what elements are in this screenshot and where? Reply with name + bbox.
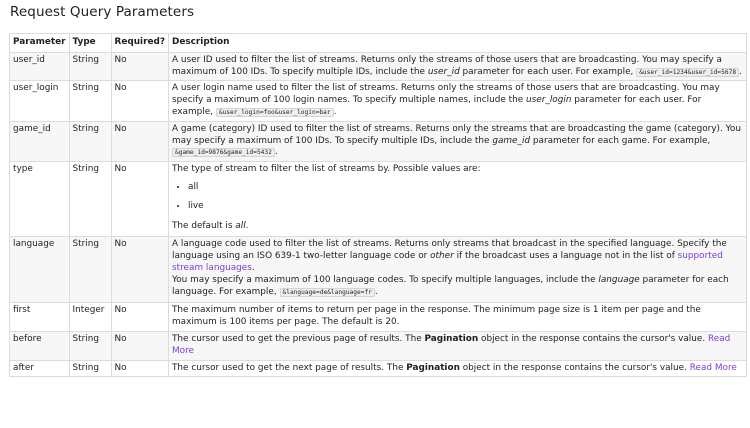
example-code: &user_login=foo&user_login=bar <box>216 108 334 117</box>
param-name: type <box>10 162 70 237</box>
default-value-emphasis: all <box>235 220 246 231</box>
param-type: String <box>69 360 111 377</box>
description-param-emphasis: user_login <box>526 95 572 106</box>
param-required: No <box>111 121 168 161</box>
param-type: String <box>69 237 111 303</box>
description-text: parameter for each user. For example, <box>172 95 702 117</box>
pagination-object-name: Pagination <box>424 333 479 344</box>
description-text: parameter for each language. For example, <box>172 274 729 297</box>
description-text: A user ID used to filter the list of streams. Returns only the streams of those users that are broadcasting. You may specify a maximum of 100 IDs. To specify multiple IDs, include the <box>172 54 722 77</box>
param-description <box>169 121 747 161</box>
example-code: &game_id=9876&game_id=5432 <box>172 148 275 157</box>
description-text: The cursor used to get the previous page of results. The <box>172 333 425 344</box>
description-text: . <box>374 286 378 297</box>
possible-values-list <box>172 182 743 213</box>
param-required: No <box>111 303 168 332</box>
example-code: &user_id=1234&user_id=5678 <box>636 68 739 77</box>
param-type: String <box>69 162 111 237</box>
read-more-link[interactable]: Read More <box>172 333 731 356</box>
description-text: . <box>274 147 278 158</box>
table-row <box>10 52 747 81</box>
table-row <box>10 162 747 237</box>
param-required: No <box>111 162 168 237</box>
description-param-emphasis: user_id <box>427 66 460 77</box>
table-row <box>10 81 747 121</box>
param-description <box>169 52 747 81</box>
param-required: No <box>111 81 168 121</box>
description-text: . <box>251 262 255 273</box>
param-required: No <box>111 331 168 360</box>
description-text: if the broadcast uses a language not in the list of <box>453 251 678 262</box>
description-text: A user login name used to filter the list of streams. Returns only the streams of those users that are broadcasting. You may specify a maximum of 100 login names. To specify multiple names, include the <box>172 83 720 106</box>
param-required: No <box>111 237 168 303</box>
param-required: No <box>111 52 168 81</box>
param-type: String <box>69 331 111 360</box>
description-param-emphasis: game_id <box>492 135 531 146</box>
read-more-link[interactable]: Read More <box>689 362 737 373</box>
param-type: String <box>69 52 111 81</box>
param-name: after <box>10 360 70 377</box>
description-text: . <box>333 106 337 117</box>
page-title: Request Query Parameters <box>10 4 195 20</box>
param-type: Integer <box>69 303 111 332</box>
column-header-description: Description <box>169 34 747 53</box>
description-text: The default is <box>172 220 236 231</box>
param-name: first <box>10 303 70 332</box>
request-query-parameters-table <box>9 33 747 377</box>
param-description: The maximum number of items to return per page in the response. The minimum page size is 1 item per page and the maximum is 100 items per page. The default is 20. <box>169 303 747 332</box>
param-name: user_login <box>10 81 70 121</box>
description-text: object in the response contains the cursor's value. <box>459 362 690 373</box>
table-row <box>10 303 747 332</box>
description-param-emphasis: other <box>430 251 454 262</box>
param-description <box>169 331 747 360</box>
pagination-object-name: Pagination <box>406 362 460 373</box>
default-value-text <box>172 221 743 233</box>
param-required: No <box>111 360 168 377</box>
param-name: language <box>10 237 70 303</box>
description-paragraph <box>172 239 743 274</box>
description-param-emphasis: language <box>598 274 640 285</box>
example-code: &language=de&language=fr <box>280 288 375 297</box>
list-item: • live <box>188 201 743 213</box>
param-type: String <box>69 81 111 121</box>
column-header-required: Required? <box>111 34 168 53</box>
param-description <box>169 81 747 121</box>
param-description <box>169 237 747 303</box>
param-name: before <box>10 331 70 360</box>
supported-stream-languages-link[interactable]: supported stream languages <box>172 251 723 273</box>
param-name: user_id <box>10 52 70 81</box>
description-text: parameter for each user. For example, <box>459 66 637 77</box>
description-text: A language code used to filter the list of streams. Returns only streams that broadcast in the specified language. Specify the language using an ISO 639-1 two-letter language code or <box>172 239 727 262</box>
table-row <box>10 121 747 161</box>
description-paragraph <box>172 275 743 299</box>
description-text: . <box>739 66 742 77</box>
description-text: object in the response contains the cursor's value. <box>478 333 709 344</box>
list-item: • all <box>188 182 743 194</box>
description-text: You may specify a maximum of 100 language codes. To specify multiple languages, include the <box>172 274 599 285</box>
param-type: String <box>69 121 111 161</box>
column-header-type: Type <box>69 34 111 53</box>
description-text: parameter for each game. For example, <box>530 135 711 146</box>
param-name: game_id <box>10 121 70 161</box>
table-row <box>10 331 747 360</box>
table-header-row <box>10 34 747 53</box>
table-row <box>10 360 747 377</box>
description-text: . <box>245 220 249 231</box>
description-text: A game (category) ID used to filter the list of streams. Returns only the streams that are broadcasting the game (category). You may specify a maximum of 100 IDs. To specify multiple IDs, include the <box>172 123 741 146</box>
description-text: The type of stream to filter the list of streams by. Possible values are: <box>172 164 481 175</box>
param-description <box>169 162 747 237</box>
column-header-parameter: Parameter <box>10 34 70 53</box>
description-text: The cursor used to get the next page of results. The <box>172 362 407 373</box>
table-row <box>10 237 747 303</box>
param-description <box>169 360 747 377</box>
